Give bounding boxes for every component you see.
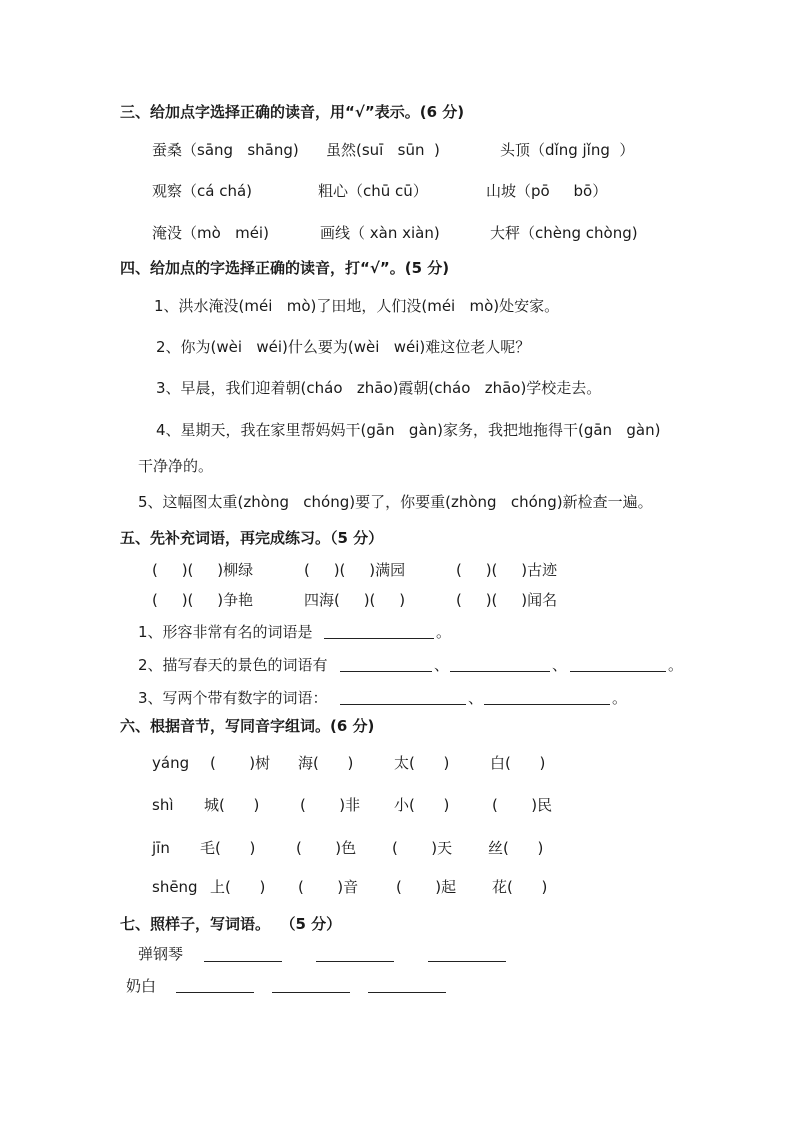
s3-item: 粗心（chū cū） [318,182,428,200]
s6-cell: 白( ) [490,754,546,772]
pinyin: yáng [152,754,190,772]
s4-question-1: 1、洪水淹没(méi mò)了田地，人们没(méi mò)处安家。 [154,297,560,315]
s6-cell: ( )天 [392,839,453,857]
s5-word: ( )( )柳绿 [152,561,254,579]
s5-question-1: 1、形容非常有名的词语是 [138,623,313,641]
section-3-title: 三、给加点字选择正确的读音，用“√”表示。(6 分) [120,103,465,121]
s3-item: 大秤（chèng chòng) [490,224,638,242]
section-5-title: 五、先补充词语，再完成练习。（5 分） [120,529,384,547]
s6-cell: ( )非 [300,796,361,814]
s3-item: 虽然(suī sūn ) [326,141,440,159]
punct: 。 [668,656,684,674]
answer-blank[interactable] [176,992,254,993]
s3-item: 画线（ xàn xiàn) [320,224,440,242]
answer-blank[interactable] [368,992,446,993]
s4-question-5: 5、这幅图太重(zhòng chóng)要了，你要重(zhòng chóng)新检查一遍。 [138,493,653,511]
s6-cell: ( )树 [210,754,271,772]
answer-blank[interactable] [272,992,350,993]
s3-item: 观察（cá chá) [152,182,253,200]
s6-cell: 小( ) [394,796,450,814]
punct: 、 [468,689,484,707]
section-7-title: 七、照样子，写词语。 （5 分） [120,915,342,933]
s5-word: ( )( )闻名 [456,591,558,609]
s3-item: 头顶（dǐng jǐng ） [500,141,635,159]
s5-word: ( )( )满园 [304,561,406,579]
s7-example-1: 弹钢琴 [138,945,184,963]
s6-cell: 丝( ) [488,839,544,857]
pinyin: jīn [152,839,170,857]
s6-cell: 太( ) [394,754,450,772]
pinyin: shēng [152,878,198,896]
s5-word: 四海( )( ) [304,591,406,609]
section-4-title: 四、给加点的字选择正确的读音，打“√”。(5 分) [120,259,450,277]
s4-question-3: 3、早晨，我们迎着朝(cháo zhāo)霞朝(cháo zhāo)学校走去。 [156,379,602,397]
s6-cell: ( )起 [396,878,457,896]
s6-cell: ( )民 [492,796,553,814]
answer-blank[interactable] [340,704,466,705]
punct: 、 [552,656,568,674]
pinyin: shì [152,796,174,814]
s6-cell: 花( ) [492,878,548,896]
s6-cell: ( )音 [298,878,359,896]
answer-blank[interactable] [484,704,610,705]
s6-cell: ( )色 [296,839,357,857]
s5-question-2: 2、描写春天的景色的词语有 [138,656,328,674]
punct: 、 [434,656,450,674]
punct: 。 [436,623,452,641]
answer-blank[interactable] [570,671,666,672]
answer-blank[interactable] [450,671,550,672]
s5-word: ( )( )争艳 [152,591,254,609]
s6-cell: 海( ) [298,754,354,772]
answer-blank[interactable] [428,961,506,962]
s4-question-2: 2、你为(wèi wéi)什么要为(wèi wéi)难这位老人呢？ [156,338,531,356]
s5-question-3: 3、写两个带有数字的词语： [138,689,328,707]
section-6-title: 六、根据音节，写同音字组词。(6 分) [120,717,375,735]
answer-blank[interactable] [316,961,394,962]
punct: 。 [612,689,628,707]
answer-blank[interactable] [204,961,282,962]
answer-blank[interactable] [340,671,432,672]
s6-cell: 毛( ) [200,839,256,857]
s3-item: 淹没（mò méi) [152,224,269,242]
s4-question-4: 4、星期天，我在家里帮妈妈干(gān gàn)家务，我把地拖得干(gān gàn) [156,421,661,439]
s3-item: 山坡（pō bō） [486,182,608,200]
s6-cell: 城( ) [204,796,260,814]
s3-item: 蚕桑（sāng shāng) [152,141,299,159]
s4-question-4-cont: 干净净的。 [138,457,214,475]
s6-cell: 上( ) [210,878,266,896]
answer-blank[interactable] [324,638,434,639]
s5-word: ( )( )古迹 [456,561,558,579]
s7-example-2: 奶白 [126,977,157,995]
